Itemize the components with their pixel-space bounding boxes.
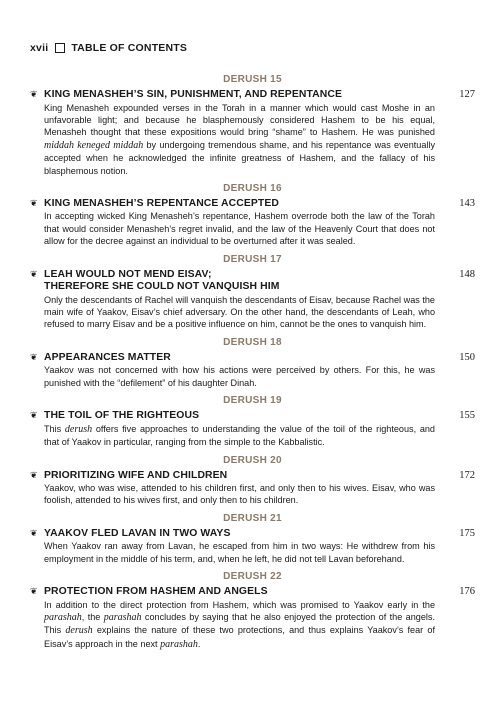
toc-section: [30, 254, 475, 331]
toc-section: [30, 395, 475, 448]
entry-page-number: 150: [459, 351, 475, 363]
toc-section: [30, 337, 475, 389]
entry-title-row[interactable]: [30, 528, 475, 541]
toc-section: [30, 455, 475, 507]
toc-section: [30, 571, 475, 651]
toc-section: [30, 183, 475, 248]
entry-description: In addition to the direct protection from Hashem, which was promised to Yaakov early in the parashah, the parashah concludes by saying that he also enjoyed the protection of the angels. This derush explains the nature of these two protections, and thus explains Yaakov’s fear of Eisav’s approach in the next parashah.: [44, 599, 435, 650]
entry-title: [42, 470, 435, 483]
entry-page-number: 175: [459, 527, 475, 539]
entry-description: Only the descendants of Rachel will vanquish the descendants of Eisav, because Rachel was the main wife of Yaakov, Eisav’s chief adversary. On the other hand, the descendants of Leah, who refused to marry Eisav and be a positive influence on him, cannot be the ones to vanquish him.: [44, 294, 435, 330]
entry-title-row[interactable]: [30, 470, 475, 483]
derush-heading: DERUSH 22: [223, 571, 282, 583]
entry-title: [42, 269, 435, 294]
entry-description: In accepting wicked King Menasheh’s repentance, Hashem overrode both the law of the Torah that would consider Menasheh’s regret invalid, and the law of the Heavenly Court that does not allow for the decree against an individual to be overturned after it was sealed.: [44, 211, 435, 247]
entry-title: [42, 89, 435, 102]
entry-title-row[interactable]: [30, 410, 475, 423]
entry-title-line: KING MENASHEH’S REPENTANCE ACCEPTED: [44, 197, 279, 209]
derush-heading: DERUSH 17: [223, 253, 282, 265]
entry-page-number: 127: [459, 89, 475, 100]
entry-description: This derush offers five approaches to understanding the value of the toil of the righteous, and that of Yaakov in particular, ranging from the simple to the Kabbalistic.: [44, 423, 435, 448]
entry-page-number: 155: [459, 410, 475, 422]
entry-title-line: THEREFORE SHE COULD NOT VANQUISH HIM: [44, 281, 280, 293]
entry-title-row[interactable]: [30, 198, 475, 211]
toc-section: [30, 74, 475, 177]
entry-description: Yaakov, who was wise, attended to his children first, and only then to his wives. Eisav, who was foolish, attended to his wives first, and only then to his children.: [44, 483, 435, 506]
fleuron-bullet-icon: ❦: [30, 470, 38, 481]
entry-description: When Yaakov ran away from Lavan, he escaped from him in two ways: He withdrew from his employment in the middle of his term, and, when he left, he did not tell Lavan beforehand.: [44, 541, 435, 564]
fleuron-bullet-icon: ❦: [30, 352, 38, 363]
derush-heading: DERUSH 20: [223, 454, 282, 466]
entry-page-number: 176: [459, 586, 475, 598]
entry-title: [42, 198, 435, 211]
entry-title-line: THE TOIL OF THE RIGHTEOUS: [44, 410, 200, 422]
entry-description: Yaakov was not concerned with how his actions were perceived by others. For this, he was punished with the “defilement” of his daughter Dinah.: [44, 365, 435, 388]
fleuron-bullet-icon: ❦: [30, 90, 38, 100]
entry-page-number: 172: [459, 469, 475, 481]
entry-title: [42, 410, 435, 423]
entry-description: King Menasheh expounded verses in the Torah in a manner which would cast Moshe in an unfavorable light; and because he blasphemously considered Hashem to be his equal, Menasheh thought that these expositions would bring “shame” to Hashem. He was punished middah keneged middah by undergoing tremendous shame, and his repentance was eventually accepted when he acknowledged the infinite greatness of Hashem, and the fallacy of his blasphemous notion.: [44, 102, 435, 176]
derush-heading: DERUSH 18: [223, 336, 282, 348]
entry-title: [42, 352, 435, 365]
entry-title-line: YAAKOV FLED LAVAN IN TWO WAYS: [44, 527, 231, 539]
toc-entries: [30, 68, 475, 651]
fleuron-bullet-icon: ❦: [30, 528, 38, 539]
derush-heading: DERUSH 21: [223, 512, 282, 524]
entry-title: [42, 528, 435, 541]
entry-page-number: 148: [459, 268, 475, 280]
fleuron-bullet-icon: ❦: [30, 587, 38, 598]
fleuron-bullet-icon: ❦: [30, 411, 38, 422]
entry-title-line: LEAH WOULD NOT MEND EISAV;: [44, 268, 212, 280]
entry-title-line: PROTECTION FROM HASHEM AND ANGELS: [44, 586, 268, 598]
entry-title-line: PRIORITIZING WIFE AND CHILDREN: [44, 469, 228, 481]
entry-page-number: 143: [459, 197, 475, 209]
toc-section: [30, 513, 475, 565]
header-page-number: xvii: [30, 42, 49, 54]
running-header: [30, 40, 470, 56]
entry-title-line: KING MENASHEH’S SIN, PUNISHMENT, AND REPENTANCE: [44, 89, 342, 100]
derush-heading: DERUSH 16: [223, 182, 282, 194]
entry-title-row[interactable]: [30, 352, 475, 365]
fleuron-bullet-icon: ❦: [30, 269, 38, 280]
derush-heading: DERUSH 19: [223, 395, 282, 407]
header-title: TABLE OF CONTENTS: [71, 42, 188, 54]
entry-title-row[interactable]: [30, 269, 475, 294]
entry-title: [42, 586, 435, 599]
entry-title-line: APPEARANCES MATTER: [44, 351, 171, 363]
fleuron-bullet-icon: ❦: [30, 198, 38, 209]
entry-title-row[interactable]: [30, 89, 475, 102]
entry-title-row[interactable]: [30, 586, 475, 599]
square-ornament-icon: [55, 43, 65, 53]
derush-heading: DERUSH 15: [223, 74, 282, 85]
